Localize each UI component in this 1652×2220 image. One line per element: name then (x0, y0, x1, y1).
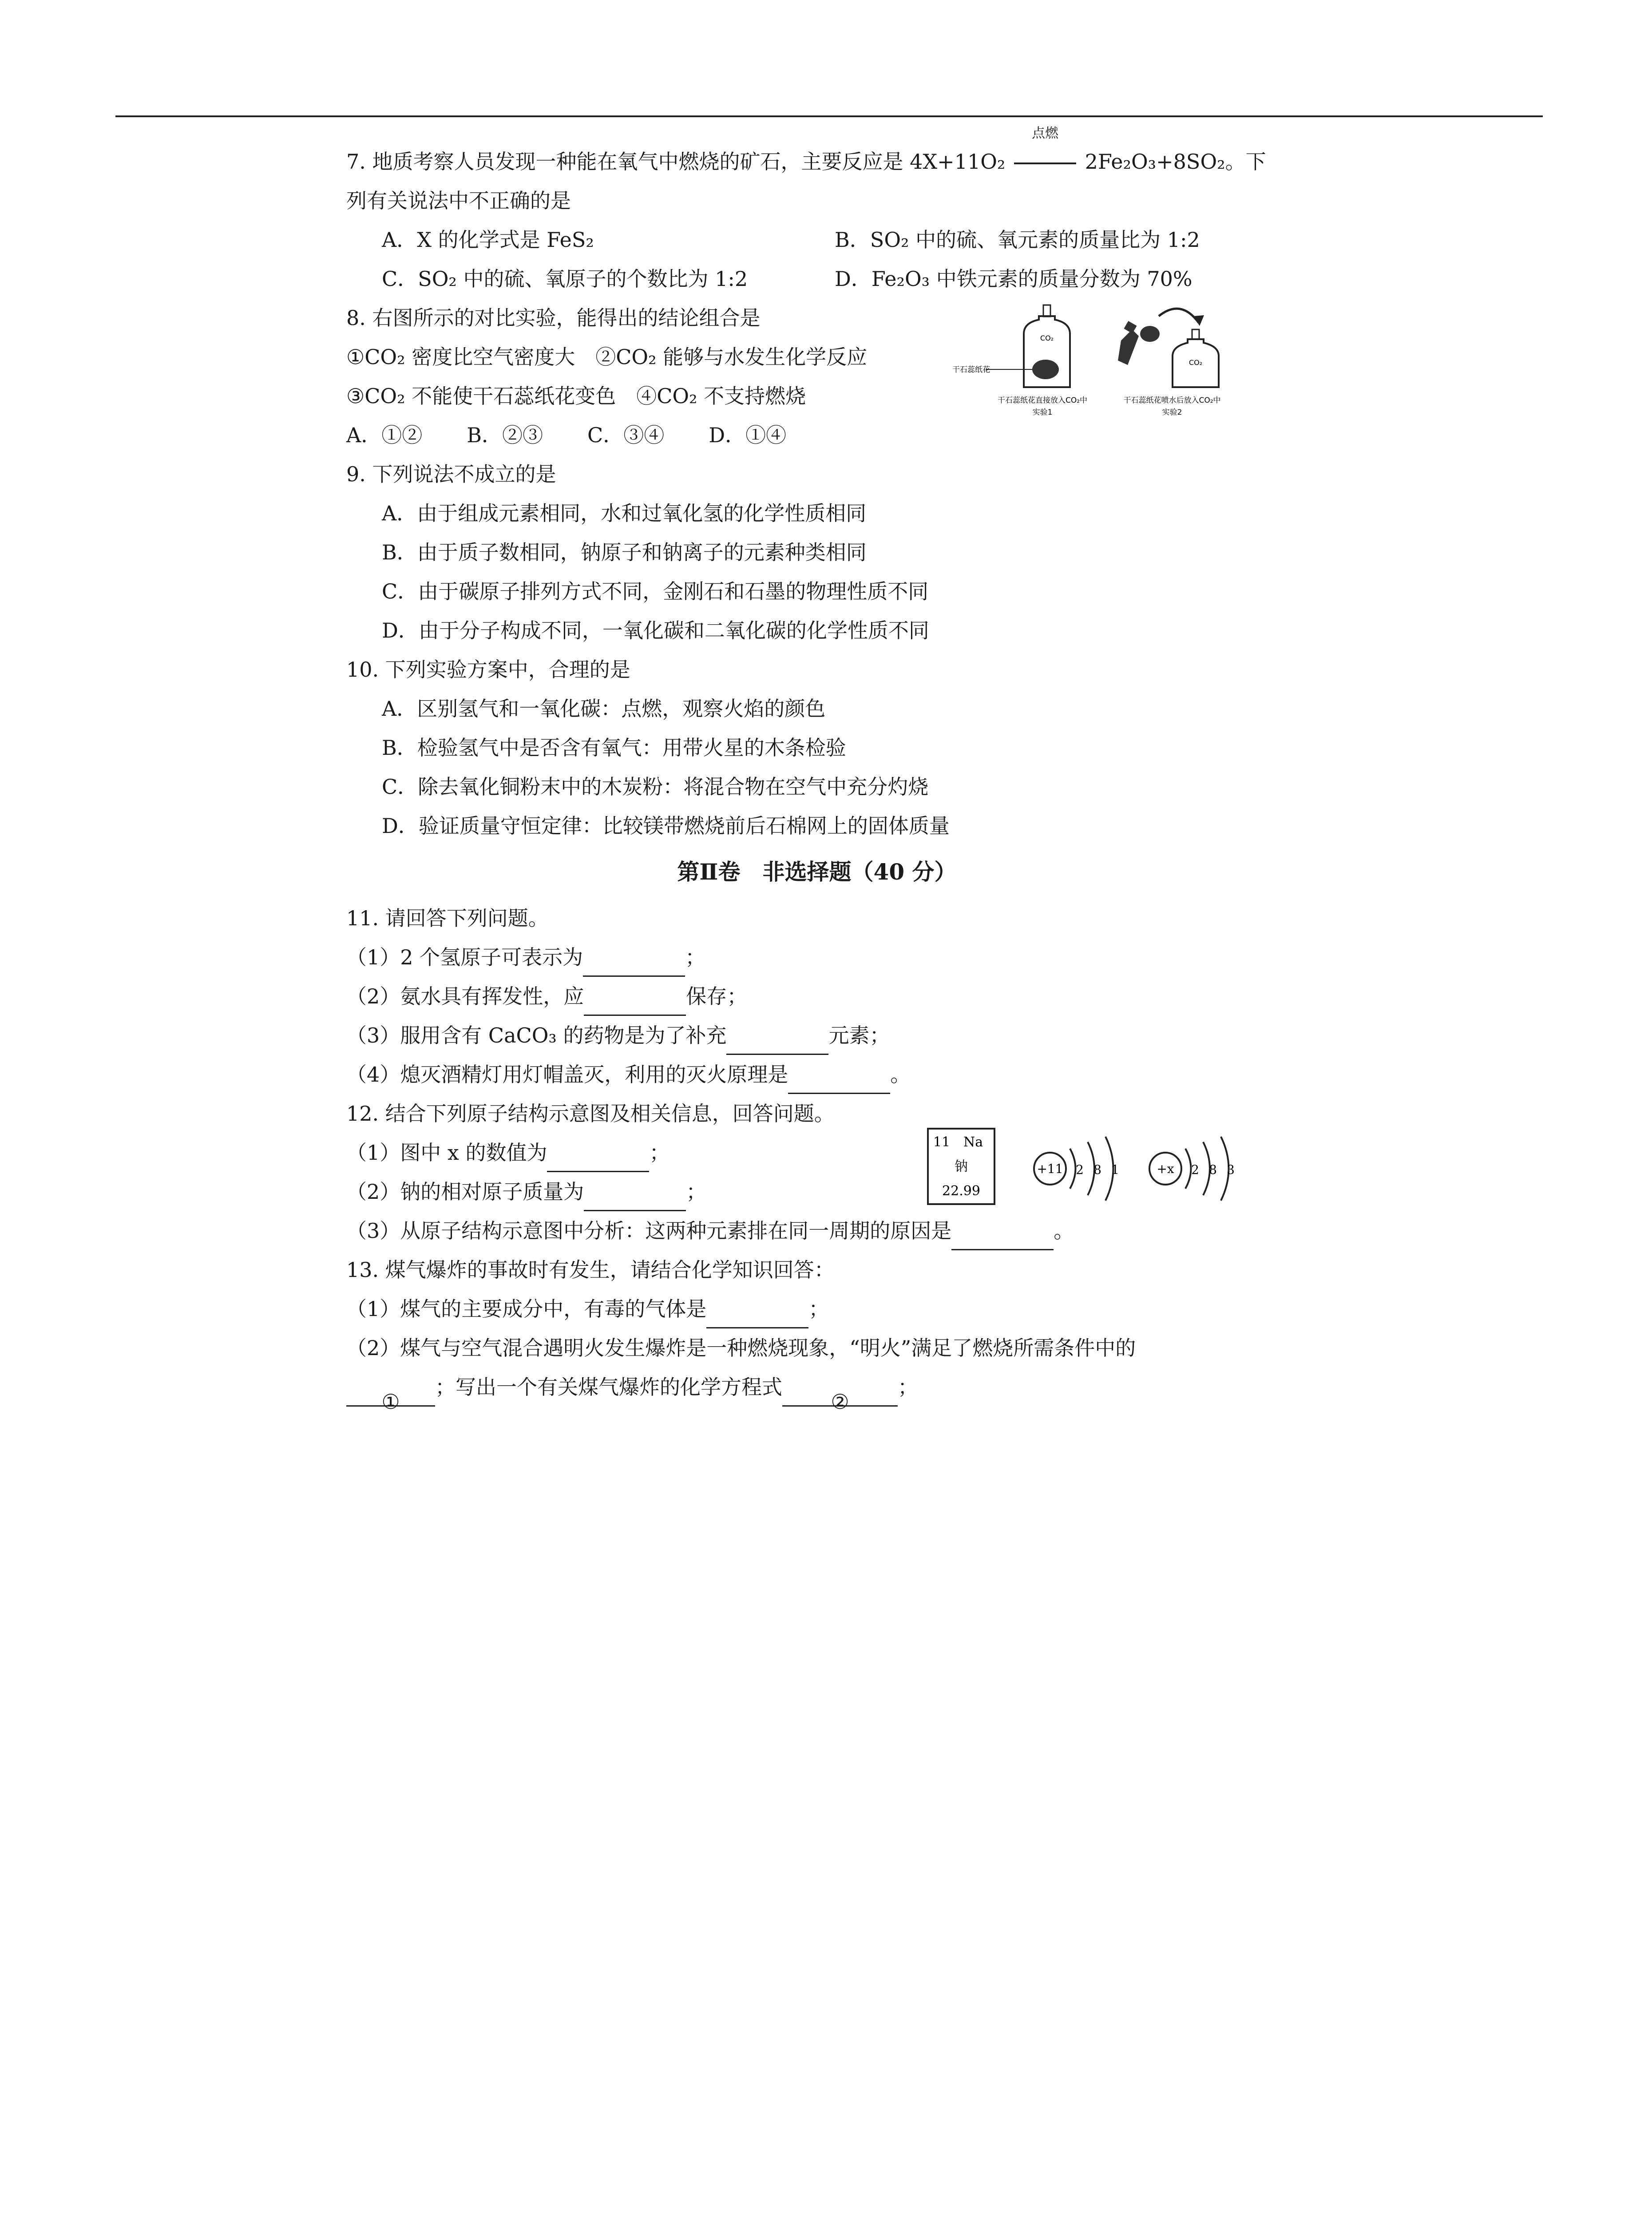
answer-blank[interactable] (547, 1148, 649, 1172)
section-2-title: 第Ⅱ卷 非选择题（40 分） (677, 859, 957, 885)
atomic-number: 11 (933, 1134, 951, 1150)
q12-p3-end: 。 (1054, 1219, 1074, 1243)
exam-content (346, 126, 1288, 1414)
q7-option-d: D．Fe₂O₃ 中铁元素的质量分数为 70% (835, 267, 1192, 291)
q7-option-c: C．SO₂ 中的硫、氧原子的个数比为 1:2 (382, 267, 748, 291)
q10-option-b: B．检验氢气中是否含有氧气：用带火星的木条检验 (382, 736, 846, 760)
q12-p1-end: ； (649, 1141, 670, 1165)
q7-stem-line1 (346, 126, 1288, 181)
flower-in-jar (1032, 360, 1059, 379)
element-symbol: Na (963, 1134, 983, 1150)
q11-p1-end: ； (685, 945, 706, 969)
q8-option-a: A．①② (346, 423, 423, 447)
q7-stem-line2: 列有关说法中不正确的是 (346, 189, 571, 213)
move-arrow-icon (1159, 309, 1199, 323)
q13-p3-end: ； (898, 1375, 918, 1399)
atomic-structure-figure (923, 1124, 1261, 1217)
atomic-mass: 22.99 (942, 1183, 980, 1199)
q7-options-cd (346, 259, 1288, 298)
answer-blank[interactable] (584, 991, 686, 1016)
sodium-element-card (928, 1129, 994, 1204)
q7-options-ab (346, 220, 1288, 259)
experiment-1-jar (986, 305, 1070, 387)
q11-p4-end: 。 (890, 1062, 911, 1086)
q13-stem: 13. 煤气爆炸的事故时有发生，请结合化学知识回答： (346, 1258, 835, 1282)
answer-blank-1[interactable] (346, 1382, 435, 1414)
co2-experiment-figure (950, 298, 1225, 440)
flower-label: 干石蕊纸花 (952, 365, 990, 374)
sodium-shell-1: 2 (1076, 1162, 1084, 1177)
q11-p1-text: （1）2 个氢原子可表示为 (346, 945, 583, 969)
q13-p3-text: ；写出一个有关煤气爆炸的化学方程式 (435, 1375, 782, 1399)
q10-option-c: C．除去氧化铜粉末中的木炭粉：将混合物在空气中充分灼烧 (382, 775, 929, 799)
blank-marker-2: ② (831, 1390, 849, 1414)
question-10 (346, 650, 1288, 845)
question-8 (346, 298, 1288, 455)
q13-part-1 (346, 1289, 1288, 1328)
q8-option-c: C．③④ (587, 423, 665, 447)
q11-p3-end: 元素； (828, 1023, 890, 1047)
q13-p1-text: （1）煤气的主要成分中，有毒的气体是 (346, 1297, 707, 1321)
answer-blank[interactable] (951, 1226, 1054, 1250)
question-7 (346, 126, 1288, 298)
element-x-atom-diagram (1149, 1137, 1235, 1201)
q9-option-a: A．由于组成元素相同，水和过氧化氢的化学性质相同 (382, 501, 867, 525)
q8-stem: 8. 右图所示的对比实验，能得出的结论组合是 (346, 306, 761, 330)
answer-blank[interactable] (584, 1187, 686, 1211)
question-13 (346, 1250, 1288, 1414)
q13-part-2: （2）煤气与空气混合遇明火发生爆炸是一种燃烧现象，“明火”满足了燃烧所需条件中的 (346, 1336, 1136, 1360)
q8-option-d: D．①④ (709, 423, 787, 447)
answer-blank[interactable] (706, 1304, 808, 1328)
q11-p2-text: （2）氨水具有挥发性，应 (346, 984, 584, 1008)
q9-stem: 9. 下列说法不成立的是 (346, 462, 556, 486)
sodium-nucleus: +11 (1037, 1162, 1063, 1176)
sodium-shell-3: 1 (1111, 1162, 1119, 1177)
q8-option-b: B．②③ (467, 423, 543, 447)
q12-p3-text: （3）从原子结构示意图中分析：这两种元素排在同一周期的原因是 (346, 1219, 952, 1243)
question-11 (346, 899, 1288, 1094)
q11-part-3 (346, 1016, 1288, 1055)
q13-part-3 (346, 1368, 1288, 1414)
reaction-condition: 点燃 (1032, 126, 1059, 141)
reaction-arrow (1012, 126, 1078, 181)
q13-p1-end: ； (808, 1297, 829, 1321)
x-nucleus: +x (1157, 1162, 1174, 1176)
experiment-2-label: 实验2 (1162, 408, 1182, 417)
experiment-2-jar (1173, 329, 1219, 387)
q10-option-a: A．区别氢气和一氧化碳：点燃，观察火焰的颜色 (382, 697, 826, 721)
q10-option-d: D．验证质量守恒定律：比较镁带燃烧前后石棉网上的固体质量 (382, 814, 950, 838)
q8-conclusions-34: ③CO₂ 不能使干石蕊纸花变色 ④CO₂ 不支持燃烧 (346, 384, 806, 408)
sodium-shell-2: 8 (1093, 1162, 1101, 1177)
q7-option-b: B．SO₂ 中的硫、氧元素的质量比为 1:2 (835, 228, 1200, 252)
q12-stem: 12. 结合下列原子结构示意图及相关信息，回答问题。 (346, 1102, 835, 1126)
header-rule (115, 115, 1543, 117)
q11-part-4 (346, 1055, 1288, 1094)
q11-part-2 (346, 977, 1288, 1016)
element-name: 钠 (955, 1159, 968, 1174)
spray-bottle-icon (1118, 321, 1160, 365)
q9-option-d: D．由于分子构成不同，一氧化碳和二氧化碳的化学性质不同 (382, 618, 929, 642)
x-shell-1: 2 (1191, 1162, 1199, 1177)
q11-part-1 (346, 938, 1288, 977)
experiment-2-note: 干石蕊纸花喷水后放入CO₂中 (1123, 396, 1221, 405)
q9-option-c: C．由于碳原子排列方式不同，金刚石和石墨的物理性质不同 (382, 579, 929, 603)
experiment-1-label: 实验1 (1032, 408, 1053, 417)
x-shell-3: 3 (1227, 1162, 1235, 1177)
q8-conclusions-12: ①CO₂ 密度比空气密度大 ②CO₂ 能够与水发生化学反应 (346, 345, 868, 369)
q11-p3-text: （3）服用含有 CaCO₃ 的药物是为了补充 (346, 1023, 727, 1047)
answer-blank-2[interactable] (782, 1382, 898, 1414)
q12-p2-text: （2）钠的相对原子质量为 (346, 1180, 584, 1204)
x-shell-2: 8 (1209, 1162, 1217, 1177)
answer-blank[interactable] (788, 1070, 890, 1094)
jar1-label: CO₂ (1040, 334, 1054, 342)
experiment-1-note: 干石蕊纸花直接放入CO₂中 (997, 396, 1088, 405)
answer-blank[interactable] (726, 1031, 828, 1055)
answer-blank[interactable] (583, 952, 685, 977)
q12-p1-text: （1）图中 x 的数值为 (346, 1141, 547, 1165)
question-12 (346, 1094, 1288, 1250)
q7-stem: 7. 地质考察人员发现一种能在氧气中燃烧的矿石，主要反应是 4X+11O₂ (346, 150, 1006, 174)
jar2-label: CO₂ (1188, 358, 1203, 367)
q12-p2-end: ； (686, 1180, 707, 1204)
q9-option-b: B．由于质子数相同，钠原子和钠离子的元素种类相同 (382, 540, 867, 564)
q7-products: 2Fe₂O₃+8SO₂。下 (1085, 150, 1266, 174)
q10-stem: 10. 下列实验方案中，合理的是 (346, 658, 630, 682)
question-9 (346, 455, 1288, 650)
q11-stem: 11. 请回答下列问题。 (346, 906, 549, 930)
blank-marker-1: ① (381, 1390, 400, 1414)
q7-option-a: A．X 的化学式是 FeS₂ (382, 228, 594, 252)
q11-p4-text: （4）熄灭酒精灯用灯帽盖灭，利用的灭火原理是 (346, 1062, 788, 1086)
wet-flower-icon (1140, 326, 1160, 342)
q11-p2-end: 保存； (686, 984, 748, 1008)
sodium-atom-diagram (1034, 1137, 1119, 1201)
